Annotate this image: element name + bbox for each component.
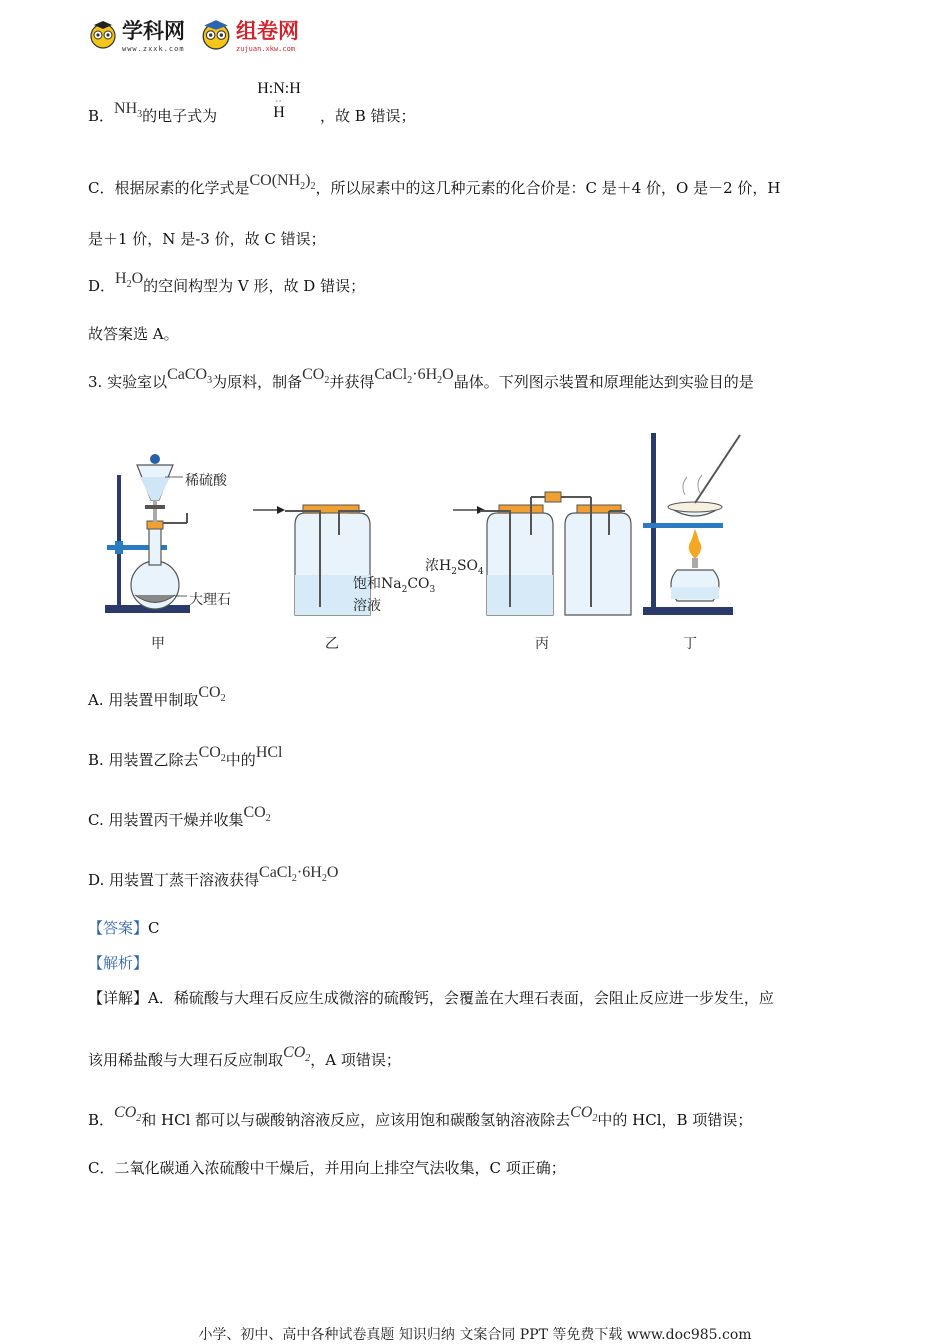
b-mid: 的电子式为 (142, 107, 218, 125)
option-b-formula2: HCl (255, 744, 283, 761)
urea-formula: $CO(NH_2)_2$ (249, 172, 316, 193)
detail-a2-formula: $CO_2$ (283, 1044, 311, 1065)
answer-a-line: 故答案选 A。 (88, 325, 179, 343)
label-solution: 溶液 (353, 598, 381, 614)
apparatus-drawing (95, 425, 755, 655)
logo1-sub: www.zxxk.com (122, 45, 185, 53)
answer-label: 【答案】 (88, 919, 149, 937)
detail-a2: 该用稀盐酸与大理石反应制取 (88, 1051, 284, 1069)
logo1-text: 学科网 (122, 19, 185, 43)
caption-bing: 丙 (535, 636, 549, 652)
detail-a-line2 (88, 1044, 401, 1077)
option-b-text: B. 用装置乙除去 (88, 751, 199, 769)
apparatus-jia (105, 454, 190, 613)
d-suffix: 的空间构型为 V 形，故 D 错误； (143, 277, 366, 295)
label-saturated: 饱和$Na_2CO_3$ (353, 576, 436, 595)
option-a (88, 684, 226, 717)
zxxk-logo (88, 14, 185, 54)
q3-mid1: 为原料，制备 (212, 373, 303, 391)
option-c-formula: $CO_2$ (243, 804, 271, 825)
apparatus-bing (480, 492, 631, 615)
c-prefix: C．根据尿素的化学式是 (88, 179, 250, 197)
line-c2: 是＋1 价，N 是-3 价，故 C 错误； (88, 230, 326, 248)
option-d (88, 864, 339, 897)
detail-b-end: 中的 HCl，B 项错误； (597, 1111, 753, 1129)
line-b-suffix: ，故 B 错误； (320, 107, 416, 125)
d-prefix: D． (88, 277, 116, 295)
h2o-formula: $H_2O$ (115, 270, 144, 291)
page-footer: 小学、初中、高中各种试卷真题 知识归纳 文案合同 PPT 等免费下载 www.doc985.com (198, 1327, 752, 1343)
detail-a2-end: ，A 项错误； (310, 1051, 401, 1069)
mascot-icon (200, 18, 232, 50)
q3-prefix: 3. 实验室以 (88, 373, 168, 391)
caco3-formula: CaCO$_3$ (167, 366, 213, 387)
b-prefix: B． (88, 107, 115, 125)
detail-label: 【详解】 (88, 989, 149, 1007)
option-c-text: C. 用装置丙干燥并收集 (88, 811, 244, 829)
lewis-structure: H:N:H ∙∙ H (250, 80, 308, 122)
detail-b-formula2: $CO_2$ (570, 1104, 598, 1125)
lewis-top: H:N:H (257, 80, 301, 97)
caption-yi: 乙 (325, 636, 339, 652)
cacl2-formula: $CaCl_2\cdot 6H_2O$ (374, 366, 454, 387)
question-3 (88, 366, 754, 399)
caption-ding: 丁 (683, 636, 697, 652)
detail-c-line: C．二氧化碳通入浓硫酸中干燥后，并用向上排空气法收集，C 项正确； (88, 1159, 566, 1177)
detail-b-mid: 和 HCl 都可以与碳酸钠溶液反应，应该用饱和碳酸氢钠溶液除去 (141, 1111, 571, 1129)
caption-jia: 甲 (151, 636, 165, 652)
apparatus-ding (643, 433, 740, 615)
analysis-label: 【解析】 (88, 954, 149, 972)
lewis-bottom: H (273, 104, 285, 121)
line-d (88, 270, 366, 303)
detail-b-prefix: B． (88, 1111, 115, 1129)
label-conc-acid: 浓$H_2SO_4$ (425, 558, 484, 577)
line-c (88, 172, 781, 205)
option-b-mid: 中的 (225, 751, 256, 769)
option-b (88, 744, 283, 777)
answer-line (88, 918, 160, 938)
line-b (88, 100, 218, 133)
label-dilute-acid: 稀硫酸 (185, 473, 227, 489)
owl-mascot-icon (88, 19, 118, 49)
detail-a-line1 (88, 988, 774, 1008)
option-c (88, 804, 271, 837)
option-d-formula: $CaCl_2\cdot 6H_2O$ (259, 864, 339, 885)
label-marble: 大理石 (189, 592, 231, 608)
option-b-formula: $CO_2$ (198, 744, 226, 765)
logo2-text: 组卷网 (236, 19, 299, 43)
answer-value: C (148, 919, 160, 937)
c-suffix: ，所以尿素中的这几种元素的化合价是：C 是＋4 价，O 是－2 价，H (315, 179, 781, 197)
apparatus-figure (95, 425, 755, 655)
option-a-formula: $CO_2$ (198, 684, 226, 705)
co2-formula: $CO_2$ (302, 366, 330, 387)
q3-suffix: 晶体。下列图示装置和原理能达到实验目的是 (453, 373, 754, 391)
detail-a1: A．稀硫酸与大理石反应生成微溶的硫酸钙，会覆盖在大理石表面，会阻止反应进一步发生，应 (148, 989, 774, 1007)
detail-b-formula: $CO_2$ (114, 1104, 142, 1125)
zujuan-logo (200, 14, 299, 54)
option-d-text: D. 用装置丁蒸干溶液获得 (88, 871, 260, 889)
q3-mid2: 并获得 (329, 373, 375, 391)
option-a-text: A. 用装置甲制取 (88, 691, 199, 709)
logo2-sub: zujuan.xkw.com (236, 45, 296, 53)
detail-b-line (88, 1104, 753, 1137)
nh3-formula: $NH_3$ (114, 100, 143, 121)
